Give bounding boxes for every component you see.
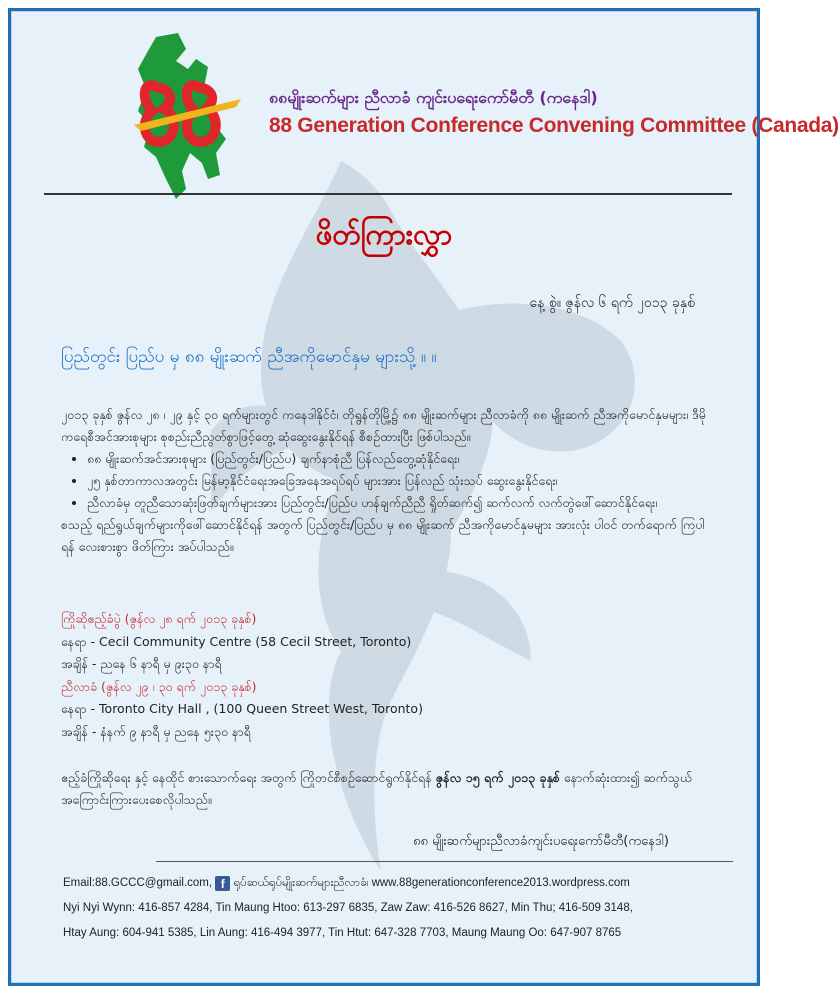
org-name-english: 88 Generation Conference Convening Committee (Canada) (269, 114, 839, 137)
conference-heading: ညီလာခံ (ဇွန်လ ၂၉ ၊ ၃၀ ရက် ၂၀၁၃ ခုနှစ်) (61, 678, 257, 694)
reception-time: အချိန် - ညနေ ၆ နာရီ မှ ၉း၃၀ နာရီ (61, 656, 222, 671)
signature-line: ၈၈ မျိုးဆက်များညီလာခံကျင်းပရေးကော်မီတီ(ကနေဒါ) (413, 834, 669, 849)
facebook-and-website-link[interactable]: ရုပ်ဆယ်ရုပ်မျိုးဆက်များညီလာခံ၊ www.88generationconference2013.wordpress.com (233, 877, 630, 889)
reception-venue: နေရာ - Cecil Community Centre (58 Cecil Street, Toronto) (61, 633, 412, 649)
closing-text-after: နောက်ဆုံးထား၍ ဆက်သွယ် အကြောင်းကြားပေးစေလိုပါသည်။ (61, 770, 693, 807)
conference-time: အချိန် - နံနက် ၉ နာရီ မှ ညနေ ၅း၃၀ နာရီ (61, 723, 251, 739)
rsvp-deadline: ဇွန်လ ၁၅ ရက် ၂၀၁၃ ခုနှစ် (435, 770, 560, 785)
document-date: နေ့ စွဲ။ ဇွန်လ ၆ ရက် ၂၀၁၃ ခုနှစ် (529, 295, 695, 311)
objectives-list (61, 448, 711, 514)
email-link[interactable]: Email:88.GCCC@gmail.com, (63, 877, 213, 889)
event-schedule (61, 608, 721, 743)
list-item: • ၈၈ မျိုးဆက်အင်အားစုများ (ပြည်တွင်း/ပြည်ပ) ချက်နာစုံညီ ပြန်လည်တွေ့ဆုံနိုင်ရေး၊ (87, 448, 711, 470)
header-divider (44, 193, 732, 195)
subject-line: ပြည်တွင်း ပြည်ပ မှ ၈၈ မျိုးဆက် ညီအကိုမောင်နှမ များသို့ ။ ။ (61, 347, 437, 367)
contact-footer (63, 871, 743, 946)
intro-paragraph: ၂၀၁၃ ခုနှစ် ဇွန်လ ၂၈ ၊ ၂၉ နှင့် ၃၀ ရက်များတွင် ကနေဒါနိုင်ငံ၊ တိုရွန်တိုမြို့၌ ၈၈ မျိုးဆက်များ ညီလာခံကို ၈၈ မျိုးဆက် ညီအကိုမောင်နှမများ၊ ဒီမိုကရေစီအင်အားစုများ စုစည်းညီညွတ်စွာဖြင့်တွေ့ ဆုံဆွေးနွေးနိုင်ရန် စီစဥ်ထားပြီး ဖြစ်ပါသည်။ (61, 407, 706, 444)
facebook-icon[interactable]: f (215, 876, 230, 891)
contacts-line-1: Nyi Nyi Wynn: 416-857 4284, Tin Maung Htoo: 613-297 6835, Zaw Zaw: 416-526 8627, Min Thu; 416-509 3148, (63, 902, 633, 914)
conference-venue: နေရာ - Toronto City Hall , (100 Queen Street West, Toronto) (61, 701, 423, 716)
document-title: ဖိတ်ကြားလွှာ (315, 217, 453, 251)
list-item: • ၂၅ နှစ်တာကာလအတွင်း မြန်မာ့နိုင်ငံရေးအခြေအနေအရပ်ရပ် များအား ပြန်လည် သုံးသပ် ဆွေးနွေးနိုင်ရေး၊ (87, 470, 711, 492)
invitation-page (8, 8, 839, 986)
contacts-line-2: Htay Aung: 604-941 5385, Lin Aung: 416-494 3977, Tin Htut: 647-328 7703, Maung Maung Oo: 647-907 8765 (63, 927, 622, 939)
body-text (61, 404, 711, 558)
request-paragraph: စသည့် ရည်ရွယ်ချက်များကိုဖေါ်ဆောင်နိုင်ရန် အတွက် ပြည်တွင်း/ပြည်ပ မှ ၈၈ မျိုးဆက် ညီအကိုမောင်နှမများ အားလုံး ပါဝင် တက်ရောက် ကြပါရန် လေးစားစွာ ဖိတ်ကြား အပ်ပါသည်။ (61, 517, 705, 554)
closing-text-before: ဧည့်ခံကြိုဆိုရေး နှင့် နေထိုင် စားသောက်ရေး အတွက် ကြိုတင်စီစဥ်ဆောင်ရွက်နိုင်ရန် (61, 770, 436, 785)
reception-heading: ကြိုဆိုဧည့်ခံပွဲ (ဇွန်လ ၂၈ ရက် ၂၀၁၃ ခုနှစ်) (61, 611, 257, 626)
closing-paragraph (61, 767, 721, 811)
footer-divider (156, 861, 733, 862)
list-item: • ညီလာခံမှ တူညီသောဆုံးဖြတ်ချက်များအား ပြည်တွင်း/ပြည်ပ ဟန်ချက်ညီညီ ရှိုတ်ဆက်၍ ဆက်လက် လက်တွဲဖေါ်ဆောင်နိုင်ရေး၊ (87, 492, 711, 514)
footer-line-links (63, 871, 743, 896)
org-name-myanmar: ၈၈မျိုးဆက်များ ညီလာခံ ကျင်းပရေးကော်မီတီ (ကနေဒါ) (269, 88, 598, 107)
88-generation-logo (116, 29, 251, 204)
